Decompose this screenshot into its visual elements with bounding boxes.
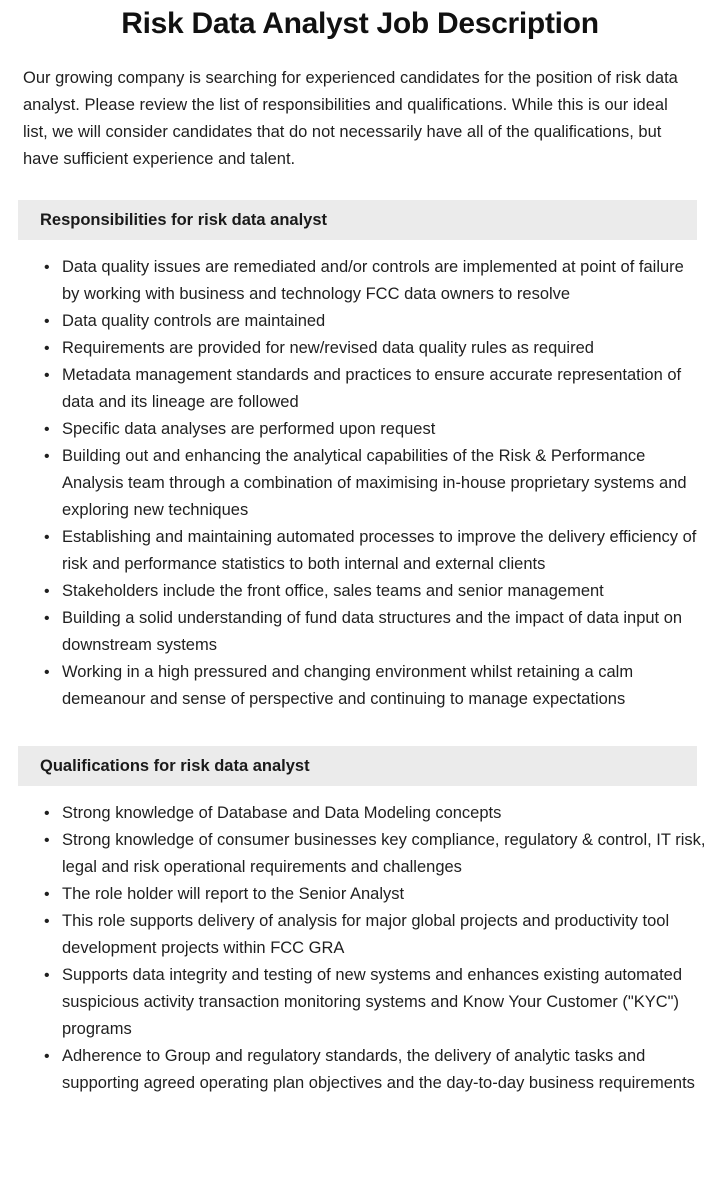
list-item: • The role holder will report to the Senior Analyst xyxy=(44,881,708,908)
qualifications-list xyxy=(0,786,720,1097)
list-item: • Establishing and maintaining automated processes to improve the delivery efficiency of risk and performance statistics to both internal and external clients xyxy=(44,524,698,578)
list-item: • This role supports delivery of analysis for major global projects and productivity tool development projects within FCC GRA xyxy=(44,908,708,962)
section-qualifications xyxy=(0,746,720,1097)
list-item: • Stakeholders include the front office, sales teams and senior management xyxy=(44,578,698,605)
section-spacer xyxy=(0,713,720,719)
responsibilities-list xyxy=(0,240,720,713)
list-item: • Strong knowledge of consumer businesses key compliance, regulatory & control, IT risk, legal and risk operational requirements and challenges xyxy=(44,827,708,881)
section-header-qualifications xyxy=(18,746,697,786)
section-heading-label: Qualifications for risk data analyst xyxy=(40,757,310,775)
list-item: • Requirements are provided for new/revised data quality rules as required xyxy=(44,335,698,362)
section-header-responsibilities xyxy=(18,200,697,240)
list-item: • Data quality issues are remediated and/or controls are implemented at point of failure by working with business and technology FCC data owners to resolve xyxy=(44,254,698,308)
list-item: • Strong knowledge of Database and Data Modeling concepts xyxy=(44,800,708,827)
list-item: • Working in a high pressured and changing environment whilst retaining a calm demeanour and sense of perspective and continuing to manage expectations xyxy=(44,659,698,713)
page-title: Risk Data Analyst Job Description xyxy=(121,7,599,40)
list-item: • Data quality controls are maintained xyxy=(44,308,698,335)
intro-paragraph: Our growing company is searching for experienced candidates for the position of risk data analyst. Please review the list of responsibilities and qualifications. While this is our ideal list, we will consider candidates that do not necessarily have all of the qualifications, but have sufficient experience and talent. xyxy=(23,69,678,168)
list-item: • Specific data analyses are performed upon request xyxy=(44,416,698,443)
list-item: • Building a solid understanding of fund data structures and the impact of data input on downstream systems xyxy=(44,605,698,659)
list-item: • Metadata management standards and practices to ensure accurate representation of data and its lineage are followed xyxy=(44,362,698,416)
section-responsibilities xyxy=(0,200,720,713)
list-item: • Building out and enhancing the analytical capabilities of the Risk & Performance Analysis team through a combination of maximising in-house proprietary systems and exploring new techniques xyxy=(44,443,698,524)
list-item: • Supports data integrity and testing of new systems and enhances existing automated suspicious activity transaction monitoring systems and Know Your Customer ("KYC") programs xyxy=(44,962,708,1043)
section-heading-label: Responsibilities for risk data analyst xyxy=(40,211,328,229)
list-item: • Adherence to Group and regulatory standards, the delivery of analytic tasks and supporting agreed operating plan objectives and the day-to-day business requirements xyxy=(44,1043,708,1097)
